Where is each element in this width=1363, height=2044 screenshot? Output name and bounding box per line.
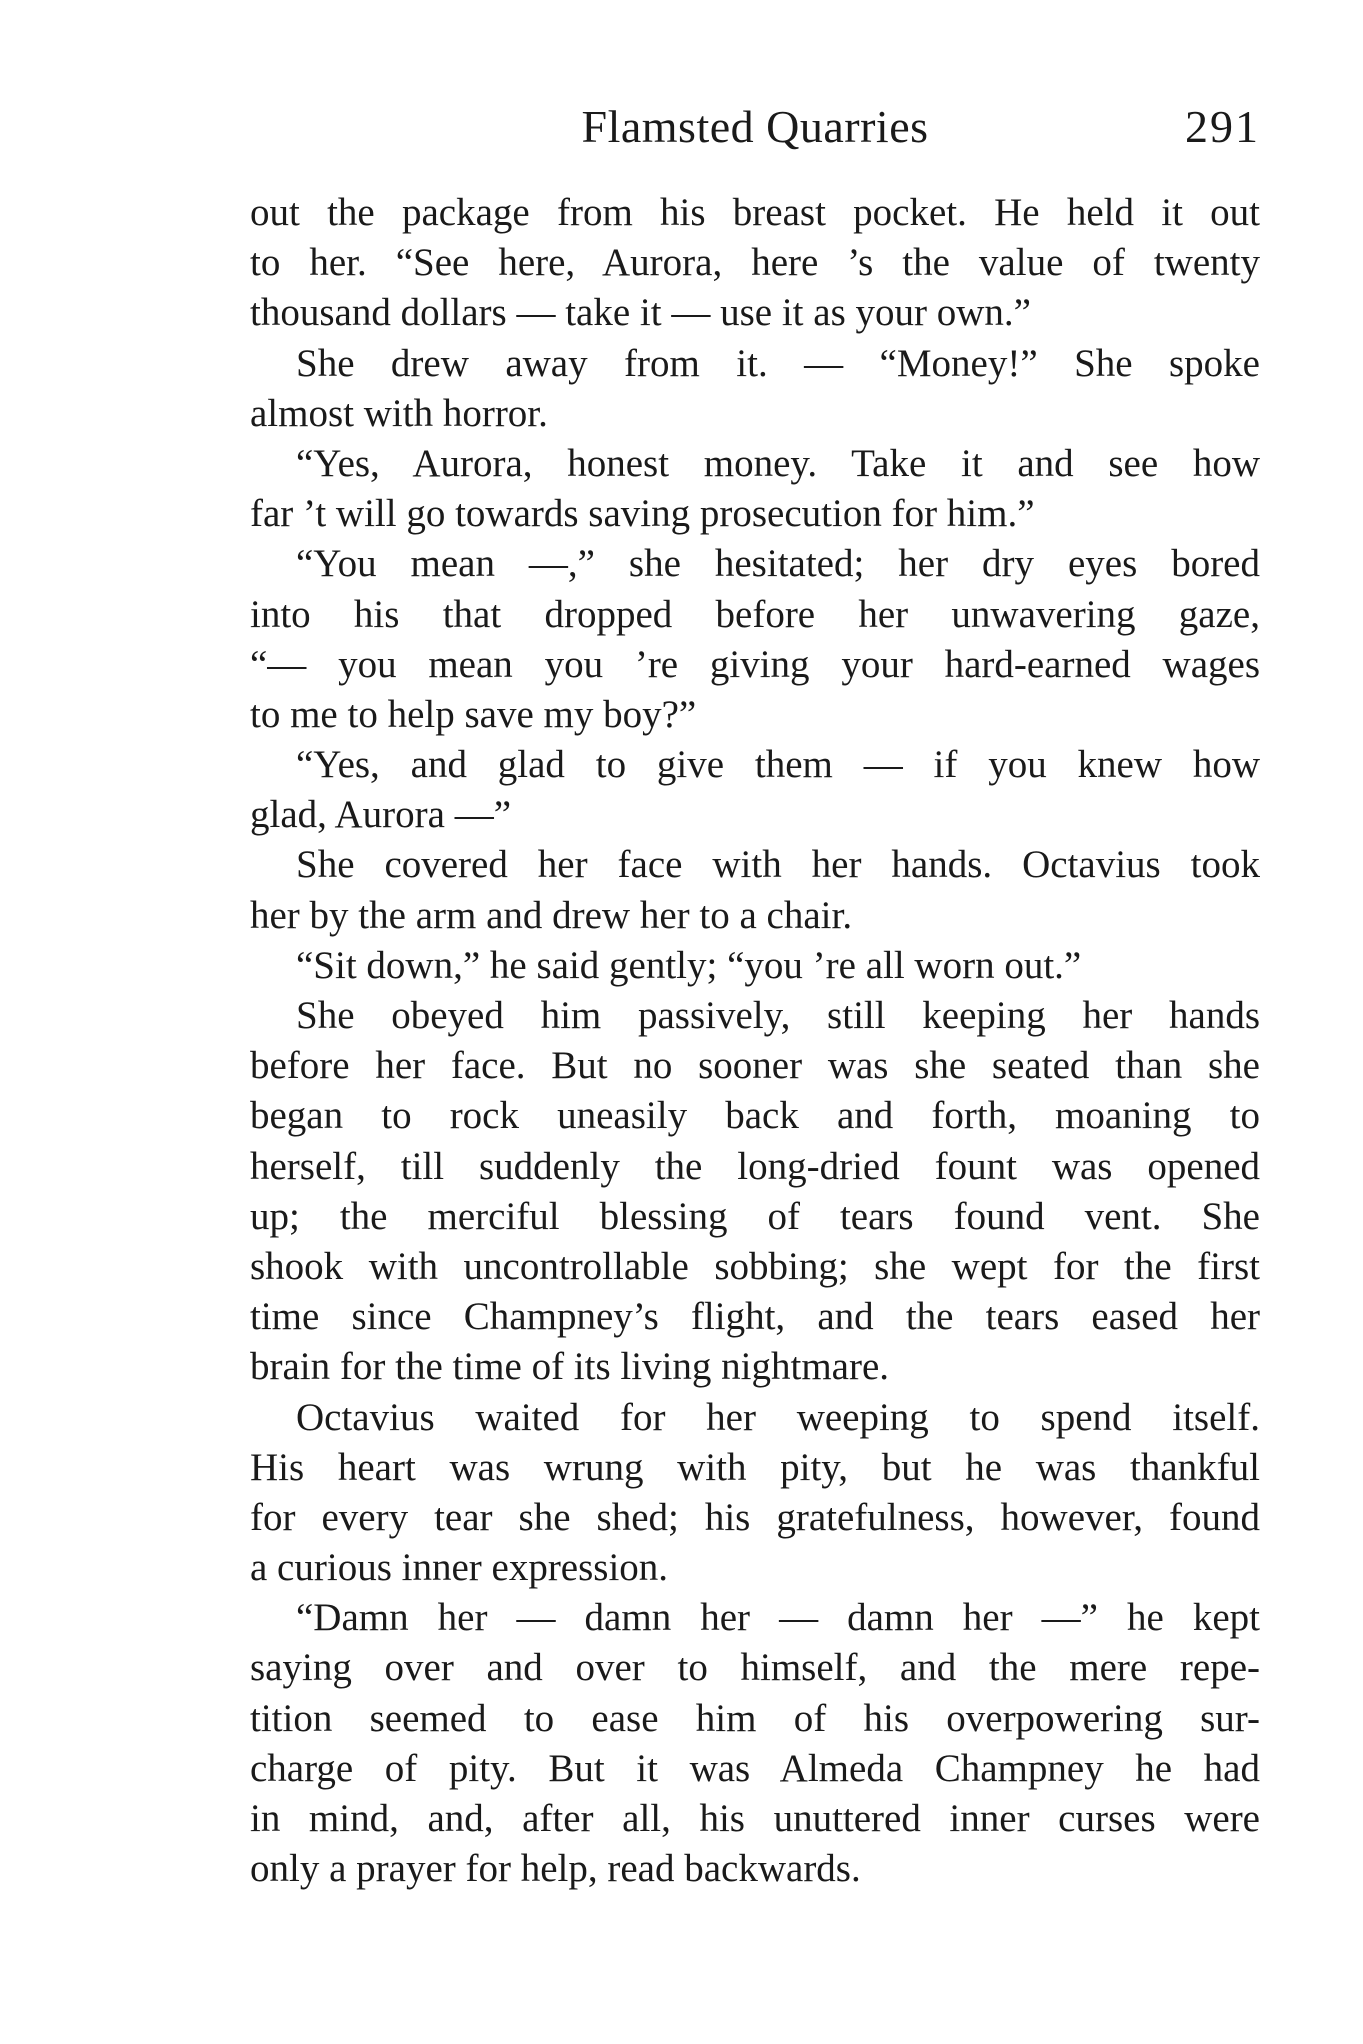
paragraph bbox=[250, 188, 1260, 339]
text-line: far ’t will go towards saving prosecution for him.” bbox=[250, 492, 1035, 536]
text-line: out the package from his breast pocket. He held it out bbox=[250, 191, 1260, 234]
text-line: She drew away from it. — “Money!” She spoke bbox=[296, 341, 1260, 385]
text-line: She covered her face with her hands. Octavius took bbox=[296, 843, 1260, 887]
text-line: saying over and over to himself, and the mere repe- bbox=[250, 1646, 1260, 1690]
paragraph bbox=[250, 539, 1260, 740]
text-line: only a prayer for help, read backwards. bbox=[250, 1847, 861, 1891]
text-line: time since Champney’s flight, and the tears eased her bbox=[250, 1295, 1260, 1339]
text-line: herself, till suddenly the long-dried fount was opened bbox=[250, 1144, 1260, 1188]
text-line: to her. “See here, Aurora, here ’s the value of twenty bbox=[250, 241, 1260, 285]
text-line: almost with horror. bbox=[250, 391, 548, 435]
text-line: charge of pity. But it was Almeda Champney he had bbox=[250, 1746, 1260, 1790]
paragraph bbox=[250, 339, 1260, 439]
text-line: began to rock uneasily back and forth, moaning to bbox=[250, 1094, 1260, 1138]
text-line: in mind, and, after all, his unuttered inner curses were bbox=[250, 1797, 1260, 1840]
text-line: “Yes, Aurora, honest money. Take it and see how bbox=[296, 441, 1260, 485]
text-line: “— you mean you ’re giving your hard-earned wages bbox=[250, 642, 1260, 686]
text-line: a curious inner expression. bbox=[250, 1546, 669, 1590]
text-line: Octavius waited for her weeping to spend itself. bbox=[296, 1395, 1260, 1439]
paragraph bbox=[250, 1393, 1260, 1594]
paragraph bbox=[250, 941, 1260, 991]
text-line: tition seemed to ease him of his overpowering sur- bbox=[250, 1696, 1260, 1740]
text-line: She obeyed him passively, still keeping her hands bbox=[296, 994, 1260, 1037]
text-line: for every tear she shed; his gratefulness, however, found bbox=[250, 1495, 1260, 1539]
paragraph bbox=[250, 991, 1260, 1393]
text-line: into his that dropped before her unwavering gaze, bbox=[250, 592, 1260, 636]
text-line: her by the arm and drew her to a chair. bbox=[250, 893, 853, 937]
text-line: brain for the time of its living nightmare. bbox=[250, 1345, 890, 1389]
page-number: 291 bbox=[1185, 101, 1260, 152]
text-line: thousand dollars — take it — use it as your own.” bbox=[250, 291, 1031, 335]
running-head bbox=[250, 100, 1260, 170]
text-line: His heart was wrung with pity, but he was thankful bbox=[250, 1445, 1260, 1489]
body-text bbox=[250, 188, 1260, 1894]
paragraph bbox=[250, 1593, 1260, 1894]
text-line: glad, Aurora —” bbox=[250, 793, 512, 837]
text-line: before her face. But no sooner was she seated than she bbox=[250, 1044, 1260, 1088]
text-line: up; the merciful blessing of tears found vent. She bbox=[250, 1194, 1260, 1238]
text-line: to me to help save my boy?” bbox=[250, 692, 697, 736]
paragraph bbox=[250, 740, 1260, 840]
paragraph bbox=[250, 439, 1260, 539]
text-line: “Sit down,” he said gently; “you ’re all worn out.” bbox=[296, 943, 1082, 987]
text-line: “You mean —,” she hesitated; her dry eyes bored bbox=[296, 542, 1260, 586]
running-title: Flamsted Quarries bbox=[581, 101, 929, 152]
text-line: shook with uncontrollable sobbing; she wept for the first bbox=[250, 1244, 1260, 1288]
paragraph bbox=[250, 840, 1260, 940]
text-line: “Damn her — damn her — damn her —” he kept bbox=[296, 1596, 1260, 1640]
text-line: “Yes, and glad to give them — if you knew how bbox=[296, 743, 1260, 787]
